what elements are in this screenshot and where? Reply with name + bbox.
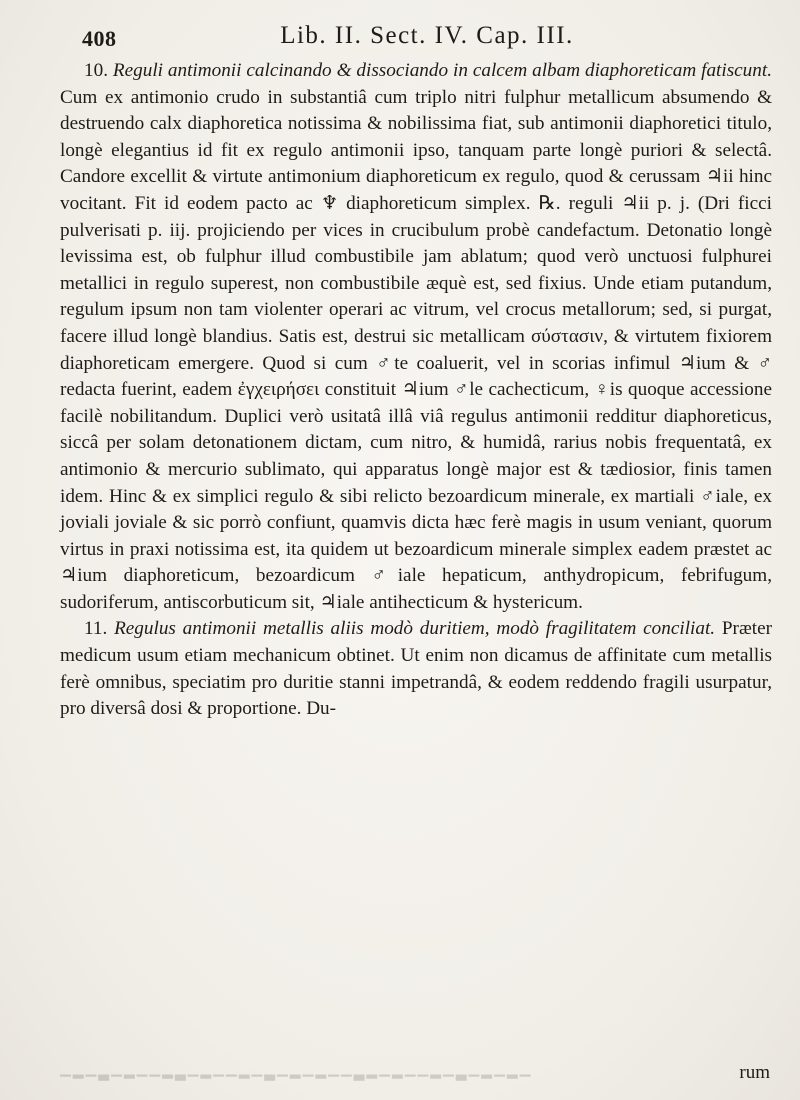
page-header bbox=[82, 20, 772, 54]
paragraph-number: 10. bbox=[84, 60, 108, 81]
catchword: rum bbox=[739, 1062, 770, 1083]
paragraph-body: Præter medicum usum etiam mechanicum obtinet. Ut enim non dicamus de affinitate cum metallis ferè omnibus, speciatim pro duritie stanni impetrandâ, & eodem reddendo fragili usurpatur, pro diversâ dosi & proportione. Du- bbox=[60, 618, 772, 720]
marginal-heading: Reguli antimonii calcinando & dissociando in calcem albam diaphoreticam fatiscunt. bbox=[112, 60, 772, 81]
page-number: 408 bbox=[82, 26, 117, 51]
marginal-heading: Regulus antimonii metallis aliis modò duritiem, modò fragilitatem conciliat. bbox=[114, 618, 716, 640]
paragraph-body: Cum ex antimonio crudo in substantiâ cum triplo nitri fulphur metallicum absumendo & destruendo calx diaphoretica notissima & nobilissima fiat, sub antimonii diaphoretici titulo, longè elegantius id fit ex regulo antimonii ipso, tanquam parte longè puriori & selectâ. Candore excellit & virtute antimonium diaphoreticum ex regulo, quod & cerussam ♃ii hinc vocitant. Fit id eodem pacto ac ♆ diaphoreticum simplex. ℞. reguli ♃ii p. j. (Dri ficci pulverisati p. iij. projiciendo per vices in crucibulum probè candefactum. Detonatio longè levissima est, ob fulphur illud combustibile jam ablatum; quod verò unctuosi fulphurei metallici in regulo superest, non combustibile æquè est, sed fixius. Unde etiam putandum, regulum ipsum non tam violenter operari ac vitrum, vel crocus metallorum; sed, si purgat, facere illud longè blandius. Satis est, destrui sic metallicam σύστασιν, & virtutem fixiorem diaphoreticam emergere. Quod si cum ♂te coaluerit, vel in scorias infimul ♃ium & ♂ redacta fuerint, eadem ἐγχειρήσει constituit ♃ium ♂le cachecticum, ♀is quoque accessione facilè nobilitandum. Duplici verò usitatâ illâ viâ regulus antimonii redditur diaphoreticus, siccâ per solam detonationem dictam, cum nitro, & humidâ, rarius nobis frequentatâ, ex antimonio & mercurio sublimato, qui apparatus longè major est & tædiosior, finis tamen idem. Hinc & ex simplici regulo & sibi relicto bezoardicum minerale, ex martiali ♂iale, ex joviali joviale & sic porrò confiunt, quamvis dicta hæc ferè magis in usum veniant, quorum virtus in praxi notissima est, ita quidem ut bezoardicum minerale simplex eadem præstet ac ♃ium diaphoreticum, bezoardicum ♂iale hepaticum, anthydropicum, febrifugum, sudoriferum, antiscorbuticum sit, ♃iale antihecticum & hystericum. bbox=[60, 86, 772, 613]
paragraph-10 bbox=[60, 58, 772, 616]
paragraph-11 bbox=[60, 616, 772, 722]
text-block bbox=[60, 58, 772, 723]
show-through-texture: ▁▂▁▃▁▂▁▁▂▃▁▂▁▁▂▁▃▁▂▁▂▁▁▃▂▁▂▁▁▂▁▃▁▂▁▂▁ bbox=[60, 1074, 533, 1089]
running-head: Lib. II. Sect. IV. Cap. III. bbox=[280, 22, 574, 49]
paragraph-number: 11. bbox=[84, 618, 108, 640]
